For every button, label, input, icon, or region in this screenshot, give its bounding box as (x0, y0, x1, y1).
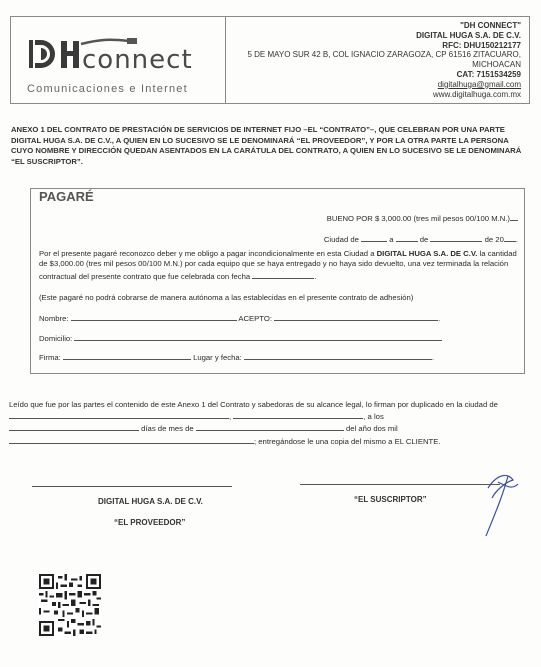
body-company: DIGITAL HUGA S.A. DE C.V. (376, 249, 478, 258)
year-prefix-label: de 20 (484, 235, 504, 244)
firma-row: Firma: Lugar y fecha: . (39, 353, 435, 362)
address-line-2: MICHOACAN (472, 60, 521, 70)
provider-signature-line (32, 486, 232, 487)
company-rfc: RFC: DHU150212177 (442, 40, 521, 50)
day-field[interactable] (396, 233, 418, 242)
pagare-body: Por el presente pagaré reconozco deber y me obligo a pagar incondicionalmente en esta Ciudad a DIGITAL HUGA S.A. DE C.V. la cantidad de $3,000.00 (tres mil pesos 00/100 M.N.) por cada equipo que se haya entregado y no haya sido devuelto, una vez terminada la relación contractual del presente contrato que fue celebrada con fecha . (39, 249, 517, 281)
nombre-label: Nombre: (39, 314, 69, 323)
nombre-field[interactable] (71, 312, 237, 321)
lugar-label: Lugar y fecha: (193, 353, 242, 362)
annex-intro: ANEXO 1 DEL CONTRATO DE PRESTACIÓN DE SERVICIOS DE INTERNET FIJO –EL “CONTRATO”–, QUE CELEBRAN POR UNA PARTE DIGITAL HUGA S.A. DE C.V., A QUIEN EN LO SUCESIVO SE LE DENOMINARÁ “EL PROVEEDOR”, Y POR LA OTRA PARTE LA PERSONA CUYO NOMBRE Y DIRECCIÓN QUEDAN ASENTADOS EN LA CARÁTULA DEL CONTRATO, A QUIEN EN LO SUCESIVO SE LE DENOMINARÁ “EL SUSCRIPTOR”. (11, 125, 522, 166)
pagare-amount (327, 212, 518, 223)
domicilio-label: Domicilio: (39, 334, 73, 343)
del-ano-label: del año dos mil (346, 424, 398, 434)
closing-paragraph: Leído que fue por las partes el contenido de este Anexo 1 del Contrato y sabedoras de su alcance legal, lo firman por duplicado en la ciudad de , , a los días de mes de del año dos mil ; entregándose le una copia del mismo a EL CLIENTE. (9, 400, 498, 446)
domicilio-field[interactable] (74, 332, 442, 341)
body-text-1: Por el presente pagaré reconozco deber y me obligo a pagar incondicionalmente en esta Ciudad a (39, 249, 377, 258)
closing-days-field[interactable] (9, 422, 139, 431)
domicilio-row (39, 332, 519, 343)
body-text-2: la cantidad de $3,000.00 (tres mil pesos 00/100 M.N.) por cada equipo que se haya entregado y no haya sido devuelto, una vez terminada la relación contractual del presente contrato que fue celebrada con fecha (39, 249, 517, 281)
subscriber-signature-line (300, 484, 500, 485)
amount-text: BUENO POR $ 3,000.00 (tres mil pesos 00/100 M.N.) (326, 214, 510, 223)
closing-text-1: Leído que fue por las partes el contenido de este Anexo 1 del Contrato y sabedoras de su alcance legal, lo firman por duplicado en la ciudad de (9, 400, 498, 409)
pagare-box (30, 188, 525, 374)
entregandose-text: ; entregándose le una copia del mismo a EL CLIENTE. (254, 436, 441, 446)
month-field[interactable] (430, 233, 482, 242)
subscriber-role: “EL SUSCRIPTOR” (354, 495, 427, 504)
provider-name: DIGITAL HUGA S.A. DE C.V. (98, 497, 203, 506)
closing-blank-field[interactable] (233, 410, 363, 419)
logo-tagline: Comunicaciones e Internet (27, 83, 188, 95)
provider-role: “EL PROVEEDOR” (114, 518, 186, 527)
pagare-title: PAGARÉ (39, 189, 94, 204)
company-name: DIGITAL HUGA S.A. DE C.V. (416, 30, 521, 40)
qr-code (39, 574, 101, 636)
amount-line[interactable] (510, 212, 518, 221)
address-line-1: 5 DE MAYO SUR 42 B, COL IGNACIO ZARAGOZA, CP 61516 ZITACUARO, (247, 50, 521, 60)
a-label: a (389, 235, 394, 244)
contract-date-field[interactable] (252, 270, 314, 279)
email-link[interactable]: digitalhuga@gmail.com (437, 79, 521, 89)
closing-month-field[interactable] (196, 422, 344, 431)
handwritten-signature (478, 468, 528, 540)
dias-label: días de mes de (141, 424, 194, 434)
pagare-note: (Este pagaré no podrá cobrarse de manera autónoma a las establecidas en el presente contrato de adhesión) (39, 293, 414, 302)
website: www.digitalhuga.com.mx (432, 89, 521, 99)
firma-label: Firma: (39, 353, 61, 362)
ciudad-label: Ciudad de (323, 235, 359, 244)
acepto-label: ACEPTO: (238, 314, 272, 323)
year-field[interactable] (504, 233, 516, 242)
acepto-field[interactable] (274, 312, 438, 321)
closing-city-field[interactable] (9, 410, 229, 419)
company-info (211, 21, 521, 99)
a-los-label: , a los (363, 412, 384, 422)
cat-phone: CAT: 7151534259 (456, 69, 521, 79)
nombre-row: Nombre: ACEPTO: . (39, 314, 441, 323)
closing-year-field[interactable] (9, 435, 254, 444)
pagare-date-row: Ciudad de a de de 20 . (323, 235, 518, 244)
de-label: de (419, 235, 429, 244)
trade-name: "DH CONNECT" (460, 21, 521, 30)
ciudad-field[interactable] (361, 233, 387, 242)
svg-text:connect: connect (82, 45, 193, 75)
company-logo (11, 17, 226, 103)
firma-field[interactable] (63, 351, 191, 360)
letterhead (10, 16, 530, 104)
lugar-field[interactable] (244, 351, 432, 360)
